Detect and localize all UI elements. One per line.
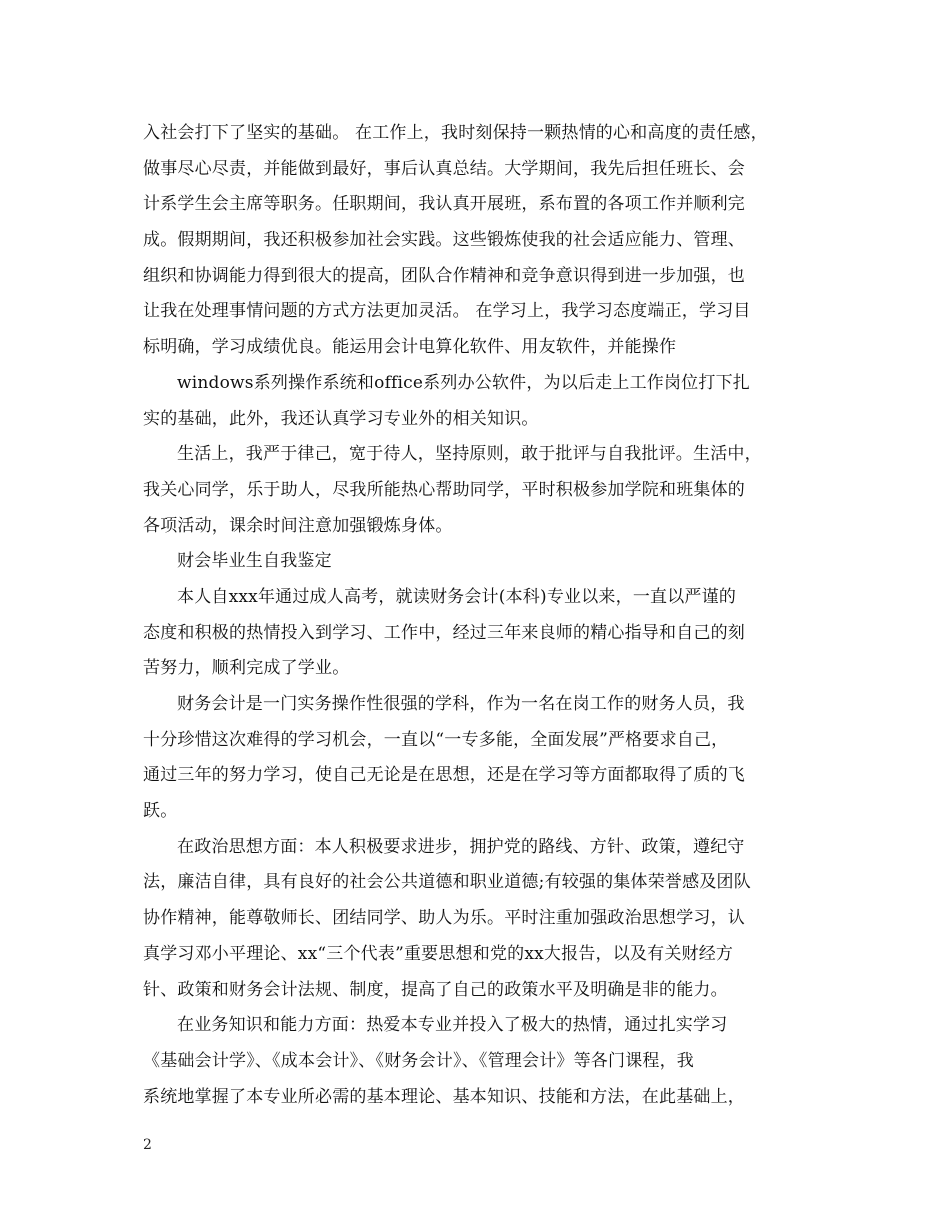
text-line: 我关心同学，乐于助人，尽我所能热心帮助同学，平时积极参加学院和班集体的 bbox=[143, 479, 745, 500]
text-line: 组织和协调能力得到很大的提高，团队合作精神和竞争意识得到进一步加强，也 bbox=[143, 265, 745, 286]
text-line: 十分珍惜这次难得的学习机会，一直以“一专多能，全面发展”严格要求自己， bbox=[143, 729, 729, 750]
text-line: 财会毕业生自我鉴定 bbox=[177, 551, 332, 572]
document-body bbox=[143, 116, 803, 1115]
text-line: 苦努力，顺利完成了学业。 bbox=[143, 658, 350, 679]
text-line: 在政治思想方面：本人积极要求进步，拥护党的路线、方针、政策，遵纪守 bbox=[177, 836, 745, 857]
text-line: 生活上，我严于律己，宽于待人，坚持原则，敢于批评与自我批评。生活中， bbox=[177, 444, 762, 465]
text-line: 财务会计是一门实务操作性很强的学科，作为一名在岗工作的财务人员，我 bbox=[177, 694, 745, 714]
text-line: 法，廉洁自律，具有良好的社会公共道德和职业道德;有较强的集体荣誉感及团队 bbox=[143, 872, 751, 893]
text-line: 《基础会计学》、《成本会计》、《财务会计》、《管理会计》等各门课程，我 bbox=[143, 1050, 694, 1071]
text-line: 计系学生会主席等职务。任职期间，我认真开展班，系布置的各项工作并顺利完 bbox=[143, 194, 745, 215]
text-line: 通过三年的努力学习，使自己无论是在思想，还是在学习等方面都取得了质的飞 bbox=[143, 765, 745, 786]
text-line: 在业务知识和能力方面：热爱本专业并投入了极大的热情，通过扎实学习 bbox=[177, 1015, 728, 1036]
text-line: 各项活动，课余时间注意加强锻炼身体。 bbox=[143, 515, 453, 536]
text-line: 做事尽心尽责，并能做到最好，事后认真总结。大学期间，我先后担任班长、会 bbox=[143, 158, 745, 179]
text-line: windows系列操作系统和office系列办公软件，为以后走上工作岗位打下扎 bbox=[177, 372, 750, 393]
text-line: 成。假期期间，我还积极参加社会实践。这些锻炼使我的社会适应能力、管理、 bbox=[143, 230, 745, 251]
text-line: 针、政策和财务会计法规、制度，提高了自己的政策水平及明确是非的能力。 bbox=[143, 979, 728, 1000]
page-number: 2 bbox=[143, 1137, 152, 1153]
text-line: 系统地掌握了本专业所必需的基本理论、基本知识、技能和方法，在此基础上， bbox=[143, 1086, 745, 1107]
text-line: 实的基础，此外，我还认真学习专业外的相关知识。 bbox=[143, 408, 539, 429]
text-line: 协作精神，能尊敬师长、团结同学、助人为乐。平时注重加强政治思想学习，认 bbox=[143, 908, 745, 929]
text-line: 本人自xxx年通过成人高考，就读财务会计(本科)专业以来，一直以严谨的 bbox=[177, 586, 737, 607]
text-line: 跃。 bbox=[143, 801, 178, 822]
text-line: 让我在处理事情问题的方式方法更加灵活。 在学习上，我学习态度端正，学习目 bbox=[143, 301, 751, 322]
text-line: 态度和积极的热情投入到学习、工作中，经过三年来良师的精心指导和自己的刻 bbox=[143, 622, 745, 643]
text-line: 入社会打下了坚实的基础。 在工作上，我时刻保持一颗热情的心和高度的责任感， bbox=[143, 123, 768, 143]
text-line: 真学习邓小平理论、xx“三个代表”重要思想和党的xx大报告，以及有关财经方 bbox=[143, 943, 734, 964]
text-line: 标明确，学习成绩优良。能运用会计电算化软件、用友软件，并能操作 bbox=[143, 337, 677, 358]
